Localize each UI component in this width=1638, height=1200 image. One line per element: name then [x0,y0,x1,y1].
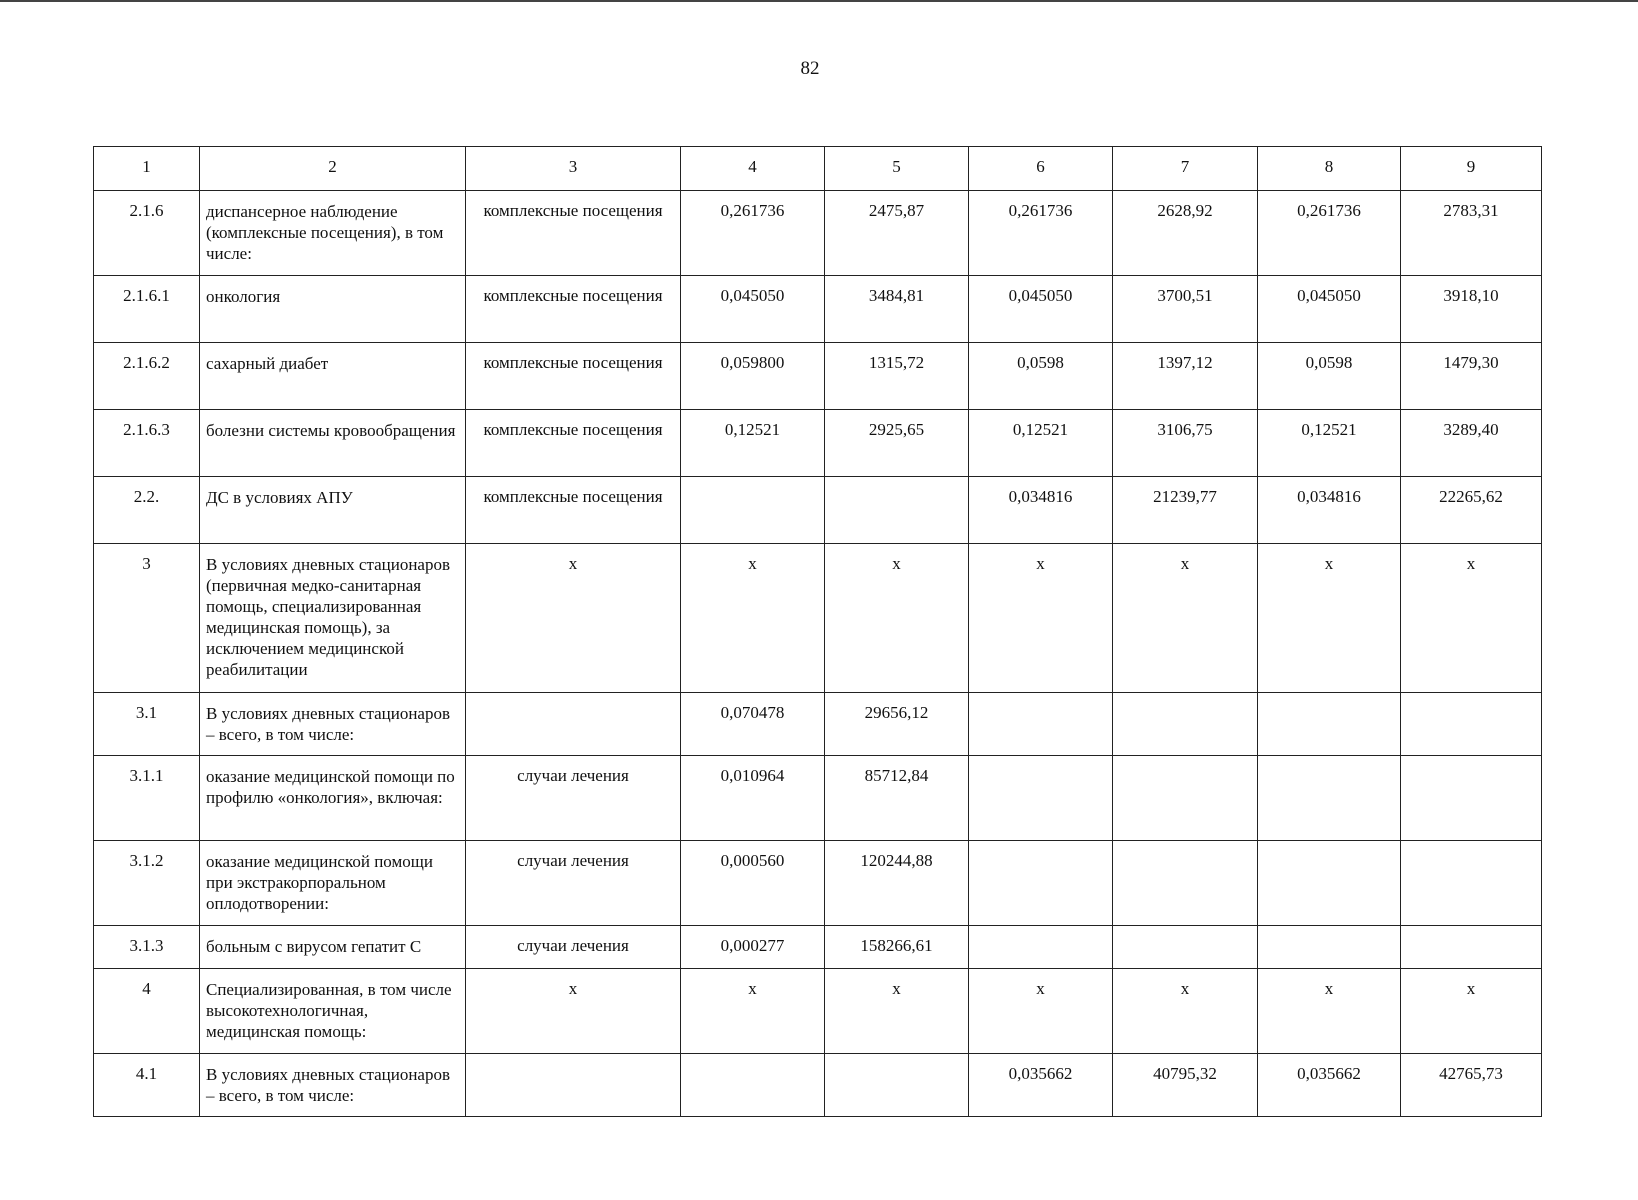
row-name: оказание медицинской помощи по профилю «онкология», включая: [200,756,466,841]
col9-value: 1479,30 [1401,343,1542,410]
col8-value: 0,035662 [1258,1054,1401,1117]
col4-value: 0,059800 [681,343,825,410]
row-name: больным с вирусом гепатит С [200,926,466,969]
header-row [94,147,1542,191]
tariff-table [93,146,1542,1117]
col6-value [969,926,1113,969]
col6-value: 0,045050 [969,276,1113,343]
row-name: оказание медицинской помощи при экстракорпоральном оплодотворении: [200,841,466,926]
col5-value: х [825,544,969,693]
col7-value [1113,841,1258,926]
col4-value [681,477,825,544]
row-unit: комплексные посещения [466,276,681,343]
table-row [94,410,1542,477]
col5-value: 29656,12 [825,693,969,756]
table-row [94,1054,1542,1117]
col9-value: х [1401,544,1542,693]
col8-value: 0,045050 [1258,276,1401,343]
row-unit: комплексные посещения [466,191,681,276]
col5-value: 85712,84 [825,756,969,841]
col8-value: 0,034816 [1258,477,1401,544]
row-number: 2.1.6.3 [94,410,200,477]
col6-value: 0,261736 [969,191,1113,276]
table-row [94,756,1542,841]
col6-value [969,693,1113,756]
col8-value [1258,841,1401,926]
col7-value [1113,926,1258,969]
row-name: болезни системы кровообращения [200,410,466,477]
col9-value: 3289,40 [1401,410,1542,477]
col6-value [969,841,1113,926]
col9-value: 42765,73 [1401,1054,1542,1117]
table-row [94,969,1542,1054]
col8-value [1258,693,1401,756]
col8-value: 0,12521 [1258,410,1401,477]
col5-value: 1315,72 [825,343,969,410]
column-header: 4 [681,147,825,191]
col6-value: х [969,544,1113,693]
col9-value: 22265,62 [1401,477,1542,544]
row-number: 3.1.3 [94,926,200,969]
row-unit: случаи лечения [466,756,681,841]
col8-value: х [1258,969,1401,1054]
row-unit [466,693,681,756]
col9-value [1401,693,1542,756]
col4-value [681,1054,825,1117]
col5-value: х [825,969,969,1054]
col4-value: 0,070478 [681,693,825,756]
table-row [94,544,1542,693]
row-number: 3.1.2 [94,841,200,926]
col4-value: 0,045050 [681,276,825,343]
col7-value: х [1113,544,1258,693]
col6-value: 0,035662 [969,1054,1113,1117]
col7-value: 1397,12 [1113,343,1258,410]
row-unit: случаи лечения [466,926,681,969]
row-number: 2.1.6 [94,191,200,276]
col5-value: 2925,65 [825,410,969,477]
table-row [94,343,1542,410]
col9-value: 3918,10 [1401,276,1542,343]
table-row [94,926,1542,969]
column-header: 9 [1401,147,1542,191]
col7-value: 3106,75 [1113,410,1258,477]
row-number: 2.1.6.2 [94,343,200,410]
col7-value: 21239,77 [1113,477,1258,544]
row-number: 2.2. [94,477,200,544]
page-number: 82 [800,58,820,79]
col8-value: 0,261736 [1258,191,1401,276]
column-header: 6 [969,147,1113,191]
row-number: 3.1.1 [94,756,200,841]
column-header: 5 [825,147,969,191]
col9-value [1401,926,1542,969]
col5-value [825,477,969,544]
row-name: В условиях дневных стационаров (первичная медко-санитарная помощь, специализированная медицинская помощь), за исключением медицинской реабилитации [200,544,466,693]
col5-value: 3484,81 [825,276,969,343]
col5-value: 2475,87 [825,191,969,276]
row-number: 3 [94,544,200,693]
row-unit: комплексные посещения [466,477,681,544]
col9-value: 2783,31 [1401,191,1542,276]
table-row [94,841,1542,926]
row-unit: х [466,969,681,1054]
row-unit: случаи лечения [466,841,681,926]
col4-value: 0,010964 [681,756,825,841]
col7-value: 3700,51 [1113,276,1258,343]
col7-value: 2628,92 [1113,191,1258,276]
column-header: 1 [94,147,200,191]
row-name: В условиях дневных стационаров – всего, в том числе: [200,693,466,756]
col4-value: 0,261736 [681,191,825,276]
row-name: сахарный диабет [200,343,466,410]
row-name: Специализированная, в том числе высокотехнологичная, медицинская помощь: [200,969,466,1054]
col8-value [1258,756,1401,841]
col8-value: х [1258,544,1401,693]
col9-value [1401,756,1542,841]
col4-value: 0,000560 [681,841,825,926]
table-row [94,693,1542,756]
col9-value [1401,841,1542,926]
row-name: диспансерное наблюдение (комплексные посещения), в том числе: [200,191,466,276]
col7-value [1113,756,1258,841]
column-header: 7 [1113,147,1258,191]
col6-value: х [969,969,1113,1054]
col6-value: 0,034816 [969,477,1113,544]
col5-value: 120244,88 [825,841,969,926]
col7-value: 40795,32 [1113,1054,1258,1117]
column-header: 3 [466,147,681,191]
col7-value: х [1113,969,1258,1054]
col4-value: 0,000277 [681,926,825,969]
col6-value: 0,0598 [969,343,1113,410]
row-number: 4 [94,969,200,1054]
col8-value [1258,926,1401,969]
col4-value: 0,12521 [681,410,825,477]
row-number: 3.1 [94,693,200,756]
col5-value: 158266,61 [825,926,969,969]
col9-value: х [1401,969,1542,1054]
row-unit: комплексные посещения [466,343,681,410]
row-number: 4.1 [94,1054,200,1117]
top-scan-edge [0,0,1638,2]
col4-value: х [681,969,825,1054]
row-unit: комплексные посещения [466,410,681,477]
table-row [94,191,1542,276]
row-unit: х [466,544,681,693]
col7-value [1113,693,1258,756]
column-header: 2 [200,147,466,191]
row-number: 2.1.6.1 [94,276,200,343]
col6-value [969,756,1113,841]
row-name: онкология [200,276,466,343]
row-name: В условиях дневных стационаров – всего, в том числе: [200,1054,466,1117]
table-row [94,276,1542,343]
col5-value [825,1054,969,1117]
table-row [94,477,1542,544]
col6-value: 0,12521 [969,410,1113,477]
row-name: ДС в условиях АПУ [200,477,466,544]
col4-value: х [681,544,825,693]
col8-value: 0,0598 [1258,343,1401,410]
column-header: 8 [1258,147,1401,191]
row-unit [466,1054,681,1117]
